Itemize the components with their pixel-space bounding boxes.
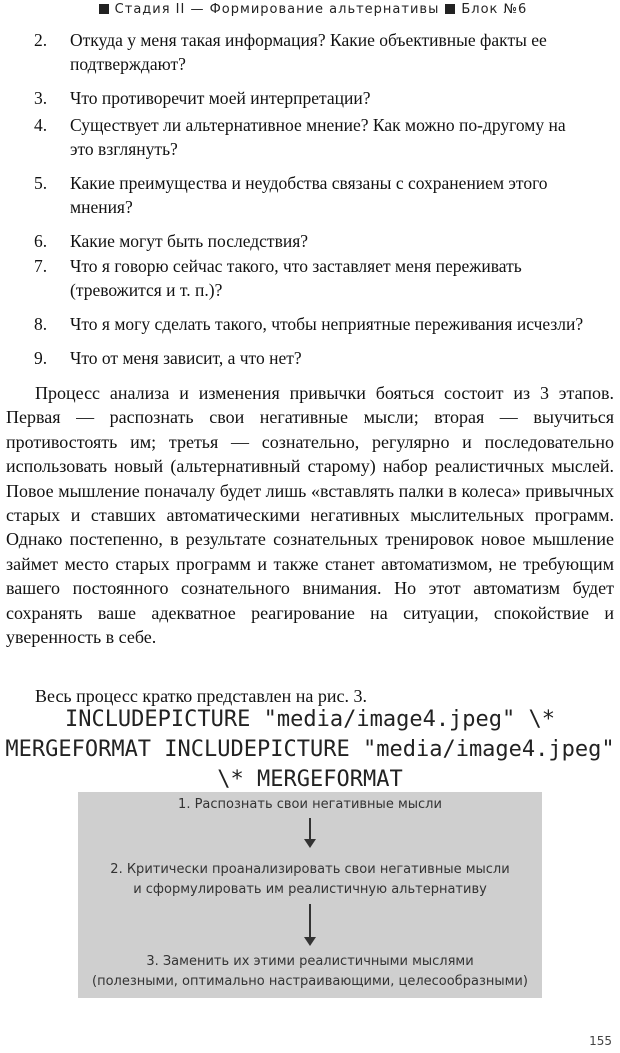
- running-header: [0, 0, 620, 22]
- down-arrow-icon: [309, 818, 311, 840]
- list-item: [34, 346, 590, 370]
- item-number: 5.: [34, 173, 48, 193]
- square-bullet-icon: [99, 4, 109, 14]
- square-bullet-icon: [445, 4, 455, 14]
- header-block: Блок №6: [461, 2, 528, 17]
- item-text: Что противоречит моей интерпретации?: [70, 88, 371, 108]
- list-item: [34, 28, 590, 76]
- list-item: [34, 86, 590, 110]
- item-text: Что я говорю сейчас такого, что заставляет меня переживать (тревожится и т. п.)?: [70, 256, 522, 300]
- list-item: [34, 113, 590, 161]
- figure-step-2-line-2: и сформулировать им реалистичную альтернативу: [133, 882, 487, 897]
- item-number: 3.: [34, 88, 48, 108]
- item-number: 7.: [34, 256, 48, 276]
- item-number: 6.: [34, 231, 48, 251]
- item-text: Какие преимущества и неудобства связаны с сохранением этого мнения?: [70, 173, 548, 217]
- list-item: [34, 171, 590, 219]
- figure-caption: Весь процесс кратко представлен на рис. 3.: [35, 686, 368, 706]
- item-number: 9.: [34, 348, 48, 368]
- item-number: 2.: [34, 30, 48, 50]
- down-arrow-icon: [309, 904, 311, 938]
- figure-step-2-line-1: 2. Критически проанализировать свои негативные мысли: [110, 862, 510, 877]
- item-text: Откуда у меня такая информация? Какие объективные факты ее подтверждают?: [70, 30, 547, 74]
- body-paragraph: Процесс анализа и изменения привычки бояться состоит из 3 этапов. Первая — распознать свои негативные мысли; вторая — выучиться противостоять им; третья — сознательно, регулярно и последовательно использовать новый (альтернативный старому) набор реалистичных мыслей. Повое мышление поначалу будет лишь «вставлять палки в колеса» привычных старых и ставших автоматическими негативных мыслительных программ. Однако постепенно, в результате сознательных тренировок новое мышление займет место старых программ и также станет автоматизмом, не требующим вашего постоянного сознательного внимания. Но этот автоматизм будет сохранять ваше адекватное реагирование на ситуации, спокойствие и уверенность в себе.: [6, 383, 614, 648]
- include-picture-field: INCLUDEPICTURE "media/image4.jpeg" \* MERGEFORMAT INCLUDEPICTURE "media/image4.jpeg" \* MERGEFORMAT: [5, 707, 615, 792]
- item-text: Что я могу сделать такого, чтобы неприятные переживания исчезли?: [70, 314, 584, 334]
- figure-step-1: 1. Распознать свои негативные мысли: [178, 797, 442, 812]
- item-text: Существует ли альтернативное мнение? Как можно по-другому на это взглянуть?: [70, 115, 566, 159]
- list-item: [34, 254, 590, 302]
- process-figure: [78, 792, 542, 998]
- item-text: Какие могут быть последствия?: [70, 231, 309, 251]
- item-number: 4.: [34, 115, 48, 135]
- list-item: [34, 229, 590, 253]
- list-item: [34, 312, 590, 336]
- question-list: [34, 28, 590, 370]
- header-title: Стадия II — Формирование альтернативы: [114, 2, 440, 17]
- figure-step-3-line-2: (полезными, оптимально настраивающими, целесообразными): [92, 974, 528, 989]
- item-text: Что от меня зависит, а что нет?: [70, 348, 302, 368]
- item-number: 8.: [34, 314, 48, 334]
- figure-step-3-line-1: 3. Заменить их этими реалистичными мыслями: [146, 954, 474, 969]
- page-number: 155: [589, 1034, 612, 1048]
